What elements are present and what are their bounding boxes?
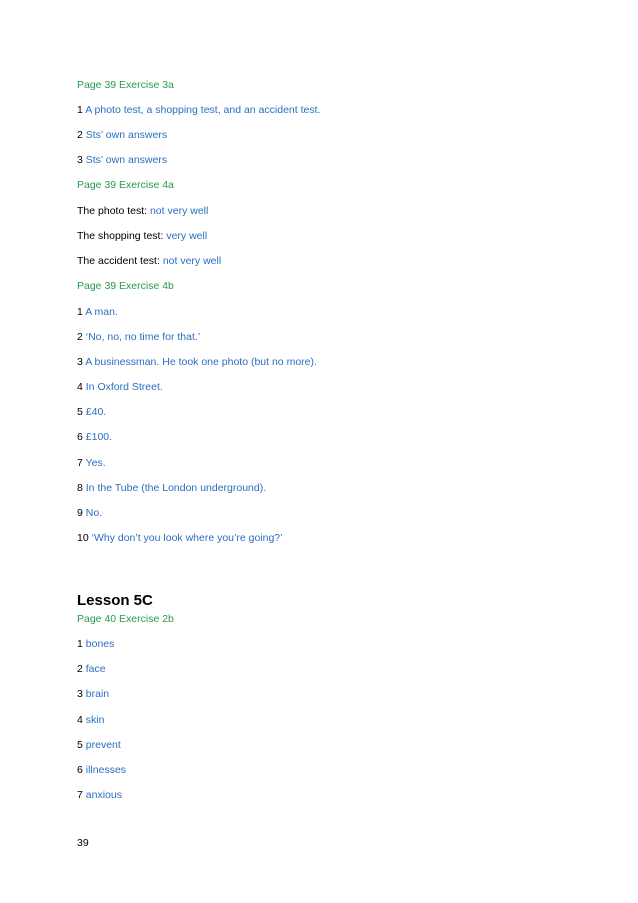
answer-number: 3 — [77, 356, 83, 368]
page-number: 39 — [77, 837, 89, 849]
answer-4b-6 — [77, 430, 112, 444]
answer-2b-7 — [77, 788, 122, 802]
answer-text: not very well — [162, 255, 222, 267]
answer-text: In Oxford Street. — [85, 381, 163, 393]
answer-number: 2 — [77, 129, 83, 141]
answer-text: brain — [85, 688, 110, 700]
answer-text: Yes. — [85, 457, 106, 469]
answer-number: 1 — [77, 638, 83, 650]
answer-2b-3 — [77, 687, 109, 701]
answer-number: 7 — [77, 789, 83, 801]
answer-4b-7 — [77, 456, 106, 470]
answer-label: The shopping test: — [77, 230, 164, 242]
answer-text: anxious — [85, 789, 122, 801]
exercise-4a-heading: Page 39 Exercise 4a — [77, 179, 174, 191]
answer-number: 4 — [77, 381, 83, 393]
answer-4b-5 — [77, 405, 106, 419]
answer-number: 8 — [77, 482, 83, 494]
answer-text: ‘No, no, no time for that.’ — [85, 331, 201, 343]
answer-number: 2 — [77, 663, 83, 675]
answer-4a-3 — [77, 254, 221, 268]
answer-number: 9 — [77, 507, 83, 519]
answer-4b-10 — [77, 531, 282, 545]
answer-number: 5 — [77, 406, 83, 418]
answer-4a-1 — [77, 204, 208, 218]
answer-text: Sts’ own answers — [85, 129, 168, 141]
lesson-title: Lesson 5C — [77, 592, 153, 609]
answer-2b-6 — [77, 763, 126, 777]
answer-text: prevent — [85, 739, 121, 751]
answer-4b-9 — [77, 506, 102, 520]
answer-number: 2 — [77, 331, 83, 343]
answer-2b-1 — [77, 637, 114, 651]
answer-text: bones — [85, 638, 115, 650]
answer-4b-8 — [77, 481, 266, 495]
exercise-2b-heading: Page 40 Exercise 2b — [77, 613, 174, 625]
answer-number: 4 — [77, 714, 83, 726]
answer-number: 3 — [77, 688, 83, 700]
answer-text: skin — [85, 714, 105, 726]
answer-number: 6 — [77, 764, 83, 776]
answer-3a-3 — [77, 153, 167, 167]
answer-text: £100. — [85, 431, 113, 443]
answer-text: A photo test, a shopping test, and an accident test. — [85, 104, 321, 116]
answer-text: A businessman. He took one photo (but no more). — [85, 356, 317, 368]
exercise-4b-heading: Page 39 Exercise 4b — [77, 280, 174, 292]
answer-number: 7 — [77, 457, 83, 469]
answer-3a-2 — [77, 128, 167, 142]
answer-text: very well — [166, 230, 208, 242]
answer-text: face — [85, 663, 106, 675]
answer-2b-2 — [77, 662, 106, 676]
answer-text: No. — [85, 507, 103, 519]
answer-4b-3 — [77, 355, 317, 369]
answer-label: The photo test: — [77, 205, 148, 217]
answer-label: The accident test: — [77, 255, 160, 267]
answer-number: 1 — [77, 104, 83, 116]
answer-4b-4 — [77, 380, 163, 394]
answer-text: Sts’ own answers — [85, 154, 168, 166]
answer-2b-4 — [77, 713, 104, 727]
answer-4b-2 — [77, 330, 200, 344]
exercise-3a-heading: Page 39 Exercise 3a — [77, 79, 174, 91]
answer-text: illnesses — [85, 764, 127, 776]
answer-text: not very well — [149, 205, 209, 217]
answer-text: A man. — [85, 306, 118, 318]
answer-number: 6 — [77, 431, 83, 443]
answer-4a-2 — [77, 229, 207, 243]
answer-text: In the Tube (the London underground). — [85, 482, 267, 494]
answer-number: 5 — [77, 739, 83, 751]
answer-number: 3 — [77, 154, 83, 166]
answer-text: ‘Why don’t you look where you’re going?’ — [91, 532, 283, 544]
answer-number: 10 — [77, 532, 89, 544]
answer-3a-1 — [77, 103, 320, 117]
answer-4b-1 — [77, 305, 118, 319]
answer-number: 1 — [77, 306, 83, 318]
answer-2b-5 — [77, 738, 121, 752]
answer-text: £40. — [85, 406, 107, 418]
